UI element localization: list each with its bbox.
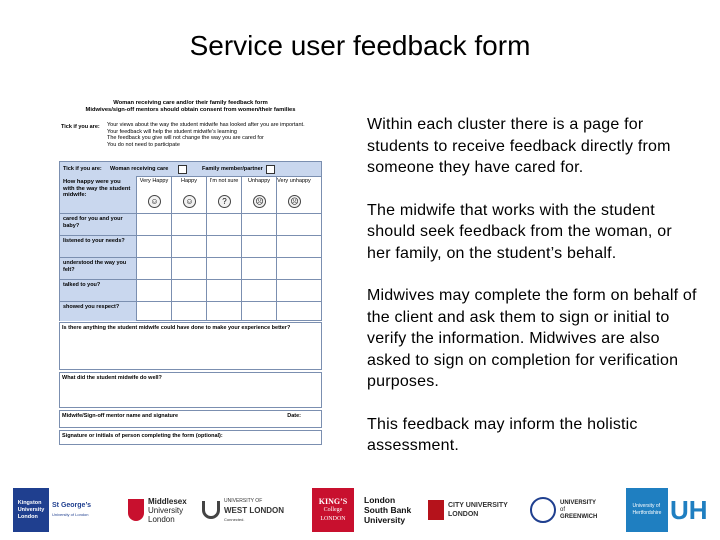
slide-title: Service user feedback form xyxy=(189,30,531,61)
happy-face-icon: ☺ xyxy=(183,195,196,208)
tick-prompt: Tick if you are: xyxy=(63,166,102,172)
option-woman-label: Woman receiving care xyxy=(110,166,169,172)
partner-logo-strip xyxy=(0,488,720,532)
greenwich-line: of xyxy=(560,506,566,513)
kings-line: KING’S xyxy=(318,496,348,506)
st-georges-logo xyxy=(52,488,102,532)
form-heading xyxy=(59,100,322,114)
body-paragraph: This feedback may inform the holistic assessment. xyxy=(367,415,638,454)
grid-row-line xyxy=(60,235,321,236)
kings-line: College xyxy=(323,506,343,513)
uwl-line: WEST LONDON xyxy=(224,505,284,515)
mentor-signature-label: Midwife/Sign-off mentor name and signature xyxy=(62,413,179,419)
intro-line: You do not need to participate xyxy=(107,141,180,148)
question-item: showed you respect? xyxy=(63,304,120,310)
unhappy-face-icon: ☹ xyxy=(253,195,266,208)
uwl-u-icon xyxy=(202,501,220,519)
greenwich-seal-icon xyxy=(530,497,556,523)
did-well-question: What did the student midwife do well? xyxy=(62,375,162,381)
greenwich-line: UNIVERSITY xyxy=(560,499,597,506)
scale-label: I’m not sure xyxy=(209,178,239,184)
middlesex-line: London xyxy=(148,514,175,524)
kings-line: LONDON xyxy=(320,515,346,522)
option-woman-checkbox[interactable] xyxy=(178,165,187,174)
greenwich-line: GREENWICH xyxy=(560,513,598,520)
intro-line: Your feedback will help the student midwife’s learning xyxy=(107,128,237,135)
scale-label: Happy xyxy=(181,178,197,184)
person-signature-label: Signature or initials of person completing the form (optional): xyxy=(62,433,223,439)
city-crest-icon xyxy=(428,500,444,520)
grid-column-line xyxy=(276,176,277,321)
kingston-line: London xyxy=(17,513,38,520)
city-university-logo xyxy=(428,488,524,532)
body-paragraph: Within each cluster there is a page for students to receive feedback directly from someone they have cared for. xyxy=(367,116,671,176)
uwl-sub: Connected. xyxy=(224,516,245,522)
question-item: talked to you? xyxy=(63,282,101,288)
grid-row-line xyxy=(60,257,321,258)
feedback-form-image xyxy=(59,100,322,445)
st-georges-line: St George’s xyxy=(52,502,92,509)
body-paragraph: The midwife that works with the student should seek feedback from the woman, or her family, on the student’s behalf. xyxy=(367,201,672,262)
lsbu-line: University xyxy=(364,515,406,525)
grid-column-line xyxy=(206,176,207,321)
scale-label: Very Happy xyxy=(139,178,169,184)
very-happy-face-icon: ☺ xyxy=(148,195,161,208)
unsure-face-icon: ? xyxy=(218,195,231,208)
form-title-line: Woman receiving care and/or their family feedback form xyxy=(113,100,268,106)
mentor-signature-box[interactable] xyxy=(59,410,322,428)
intro-line: The feedback you give will not change the way you are cared for xyxy=(107,135,264,141)
uwl-logo xyxy=(202,488,302,532)
scale-label: Very unhappy xyxy=(277,178,311,184)
respondent-row xyxy=(60,162,321,177)
form-subtitle-line: Midwives/sign-off mentors should obtain consent from women/their families xyxy=(85,107,296,113)
grid-row-line xyxy=(60,279,321,280)
middlesex-logo xyxy=(128,488,198,532)
kings-college-logo xyxy=(312,488,354,532)
greenwich-logo xyxy=(530,488,608,532)
option-family-checkbox[interactable] xyxy=(266,165,275,174)
improvement-box[interactable] xyxy=(59,322,322,370)
lsbu-line: London xyxy=(364,495,396,505)
grid-column-line xyxy=(171,176,172,321)
uh-logo xyxy=(670,488,710,532)
grid-row-line xyxy=(60,301,321,302)
date-label: Date: xyxy=(287,413,301,419)
grid-row-line xyxy=(60,213,321,214)
middlesex-line: University xyxy=(148,505,184,515)
middlesex-crest-icon xyxy=(128,499,144,521)
question-item: understood the way you felt? xyxy=(63,260,127,273)
intro-line: Your views about the way the student midwife has looked after you are important. xyxy=(107,122,305,128)
grid-column-line xyxy=(241,176,242,321)
question-item: listened to your needs? xyxy=(63,238,125,244)
question-item: cared for you and your baby? xyxy=(63,216,123,229)
did-well-box[interactable] xyxy=(59,372,322,408)
body-text xyxy=(367,114,697,478)
option-family-label: Family member/partner xyxy=(202,166,263,172)
city-line: CITY UNIVERSITY xyxy=(448,502,508,509)
very-unhappy-face-icon: ☹ xyxy=(288,195,301,208)
scale-label: Unhappy xyxy=(247,178,271,184)
form-tick-label: Tick if you are: xyxy=(61,124,100,130)
kingston-line: Kingston xyxy=(17,499,42,506)
middlesex-line: Middlesex xyxy=(148,496,187,506)
question-heading: How happy were you with the way the student midwife: xyxy=(63,179,131,198)
city-line: LONDON xyxy=(448,511,479,518)
form-intro xyxy=(107,122,317,148)
person-signature-box[interactable] xyxy=(59,430,322,445)
hertfordshire-logo xyxy=(626,488,668,532)
lsbu-logo xyxy=(364,488,424,532)
rating-grid xyxy=(59,161,322,321)
uh-mark: UH xyxy=(670,494,708,525)
uwl-line: UNIVERSITY OF xyxy=(224,497,263,504)
kingston-logo xyxy=(13,488,49,532)
lsbu-line: South Bank xyxy=(364,505,412,515)
st-georges-line: University of London xyxy=(52,512,89,517)
herts-line: Hertfordshire xyxy=(632,510,662,516)
herts-line: University of xyxy=(632,503,661,509)
body-paragraph: Midwives may complete the form on behalf of the client and ask them to sign or initial to verify the information. Midwives are also asked to sign on completion for verification purposes. xyxy=(367,287,697,390)
question-column xyxy=(60,176,137,321)
kingston-line: University xyxy=(17,506,45,513)
improvement-question: Is there anything the student midwife could have done to make your experience better? xyxy=(62,325,291,331)
